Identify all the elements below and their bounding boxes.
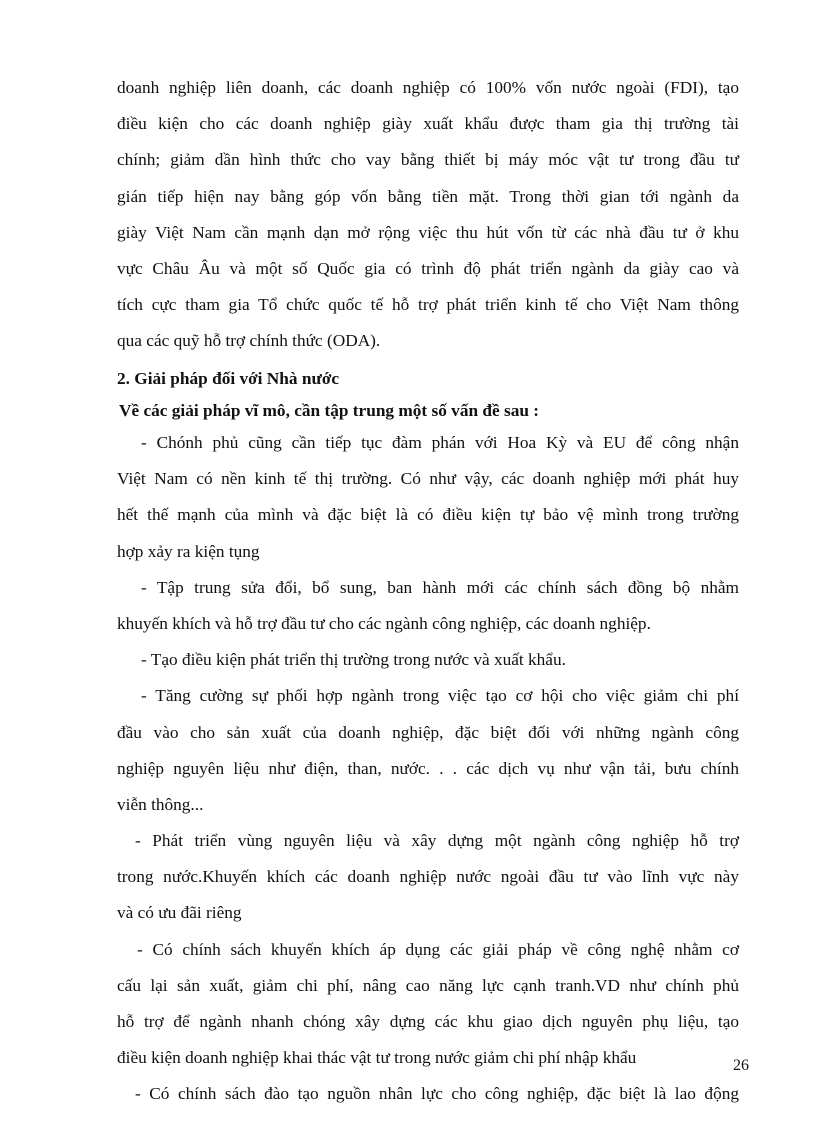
list-item [117,932,739,1077]
text-line: - Tạo điều kiện phát triển thị trường trong nước và xuất khẩu. [141,650,566,670]
list-item [117,1076,739,1112]
text-line: - Có chính sách đào tạo nguồn nhân lực cho công nghiệp, đặc biệt là lao động [135,1084,739,1104]
text-line: điều kiện cho các doanh nghiệp giày xuất khẩu được tham gia thị trường tài [117,114,739,134]
text-line: doanh nghiệp liên doanh, các doanh nghiệp có 100% vốn nước ngoài (FDI), tạo [117,78,739,97]
list-item [117,642,739,678]
text-line: hợp xảy ra kiện tụng [117,541,260,561]
text-line: và có ưu đãi riêng [117,903,242,923]
text-line: nghiệp nguyên liệu như điện, than, nước. . . các dịch vụ như vận tải, bưu chính [117,758,739,778]
text-line: vực Châu Âu và một số Quốc gia có trình độ phát triển ngành da giày cao và [117,258,739,278]
text-line: - Tập trung sửa đổi, bổ sung, ban hành mới các chính sách đồng bộ nhằm [141,577,739,597]
section-heading: 2. Giải pháp đối với Nhà nước [117,369,340,388]
text-line: hết thế mạnh của mình và đặc biệt là có điều kiện tự bảo vệ mình trong trường [117,505,739,525]
text-line: - Phát triển vùng nguyên liệu và xây dựng một ngành công nghiệp hỗ trợ [135,831,739,851]
text-line: - Có chính sách khuyến khích áp dụng các giải pháp về công nghệ nhằm cơ [137,939,739,959]
solution-list [117,425,739,1113]
text-line: giày Việt Nam cần mạnh dạn mở rộng việc thu hút vốn từ các nhà đầu tư ở khu [117,222,739,242]
text-line: - Chónh phủ cũng cần tiếp tục đàm phán với Hoa Kỳ và EU để công nhận [141,433,739,452]
text-line: qua các quỹ hỗ trợ chính thức (ODA). [117,331,381,351]
list-item [117,570,739,642]
text-line: hỗ trợ để ngành nhanh chóng xây dựng các khu giao dịch nguyên phụ liệu, tạo [117,1012,739,1031]
text-line: tích cực tham gia Tổ chức quốc tế hỗ trợ phát triển kinh tế cho Việt Nam thông [117,295,739,315]
text-line: - Tăng cường sự phối hợp ngành trong việc tạo cơ hội cho việc giảm chi phí [141,686,739,706]
text-line: viễn thông... [117,794,204,814]
text-line: Việt Nam có nền kinh tế thị trường. Có như vậy, các doanh nghiệp mới phát huy [117,469,739,489]
text-line: cấu lại sản xuất, giảm chi phí, nâng cao năng lực cạnh tranh.VD như chính phủ [117,975,739,995]
text-line: điều kiện doanh nghiệp khai thác vật tư trong nước giảm chi phí nhập khẩu [117,1048,637,1068]
text-line: trong nước.Khuyến khích các doanh nghiệp nước ngoài đầu tư vào lĩnh vực này [117,867,739,887]
list-item [117,678,739,823]
text-line: đầu vào cho sản xuất của doanh nghiệp, đặc biệt đối với những ngành công [117,722,739,742]
text-line: gián tiếp hiện nay bằng góp vốn bằng tiền mặt. Trong thời gian tới ngành da [117,186,739,206]
list-item [117,425,739,570]
text-line: khuyến khích và hỗ trợ đầu tư cho các ngành công nghiệp, các doanh nghiệp. [117,613,651,633]
page-number: 26 [733,1057,749,1074]
list-item [117,823,739,932]
section-subheading: Về các giải pháp vĩ mô, cần tập trung một số vấn đề sau : [119,401,540,420]
text-line: chính; giảm dần hình thức cho vay bằng thiết bị máy móc vật tư trong đầu tư [117,150,739,170]
paragraph-fdi-oda [117,70,739,360]
